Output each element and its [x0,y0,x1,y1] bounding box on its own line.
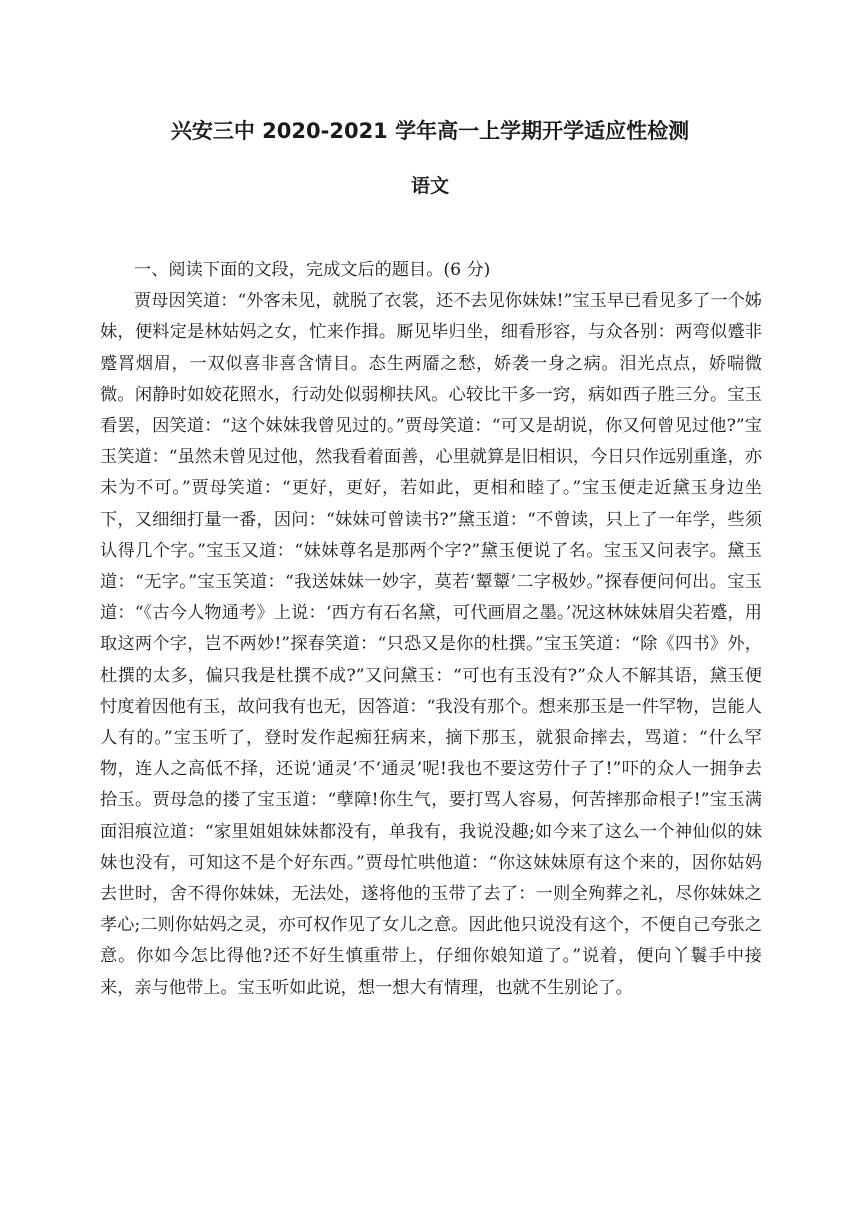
reading-section [100,255,762,1004]
section-heading: 一、阅读下面的文段，完成文后的题目。(6 分) [134,260,491,280]
subject-heading: 语文 [410,175,449,197]
passage-paragraph: 贾母因笑道：“外客未见，就脱了衣裳，还不去见你妹妹!”宝玉早已看见多了一个姊妹，便料定是林姑妈之女，忙来作揖。厮见毕归坐，细看形容，与众各别：两弯似蹙非蹙罥烟眉，一双似喜非喜含情目。态生两靥之愁，娇袭一身之病。泪光点点，娇喘微微。闲静时如姣花照水，行动处似弱柳扶风。心较比干多一窍，病如西子胜三分。宝玉看罢，因笑道：“这个妹妹我曾见过的。”贾母笑道：“可又是胡说，你又何曾见过他?”宝玉笑道：“虽然未曾见过他，然我看着面善，心里就算是旧相识，今日只作远别重逢，亦未为不可。”贾母笑道：“更好，更好，若如此，更相和睦了。”宝玉便走近黛玉身边坐下，又细细打量一番，因问：“妹妹可曾读书?”黛玉道：“不曾读，只上了一年学，些须认得几个字。”宝玉又道：“妹妹尊名是那两个字?”黛玉便说了名。宝玉又问表字。黛玉道：“无字。”宝玉笑道：“我送妹妹一妙字，莫若‘颦颦’二字极妙。”探春便问何出。宝玉道：“《古今人物通考》上说：‘西方有石名黛，可代画眉之墨。’况这林妹妹眉尖若蹙，用取这两个字，岂不两妙!”探春笑道：“只恐又是你的杜撰。”宝玉笑道：“除《四书》外，杜撰的太多，偏只我是杜撰不成?”又问黛玉：“可也有玉没有?”众人不解其语，黛玉便忖度着因他有玉，故问我有也无，因答道：“我没有那个。想来那玉是一件罕物，岂能人人有的。”宝玉听了，登时发作起痴狂病来，摘下那玉，就狠命摔去，骂道：“什么罕物，连人之高低不择，还说‘通灵’不‘通灵’呢!我也不要这劳什子了!”吓的众人一拥争去拾玉。贾母急的搂了宝玉道：“孽障!你生气，要打骂人容易，何苦摔那命根子!”宝玉满面泪痕泣道：“家里姐姐妹妹都没有，单我有，我说没趣;如今来了这么一个神仙似的妹妹也没有，可知这不是个好东西。”贾母忙哄他道：“你这妹妹原有这个来的，因你姑妈去世时，舍不得你妹妹，无法处，遂将他的玉带了去了：一则全殉葬之礼，尽你妹妹之孝心;二则你姑妈之灵，亦可权作见了女儿之意。因此他只说没有这个，不便自己夸张之意。你如今怎比得他?还不好生慎重带上，仔细你娘知道了。”说着，便向丫鬟手中接来，亲与他带上。宝玉听如此说，想一想大有情理，也就不生别论了。 [100,291,762,998]
exam-title: 兴安三中 2020-2021 学年高一上学期开学适应性检测 [170,119,690,143]
